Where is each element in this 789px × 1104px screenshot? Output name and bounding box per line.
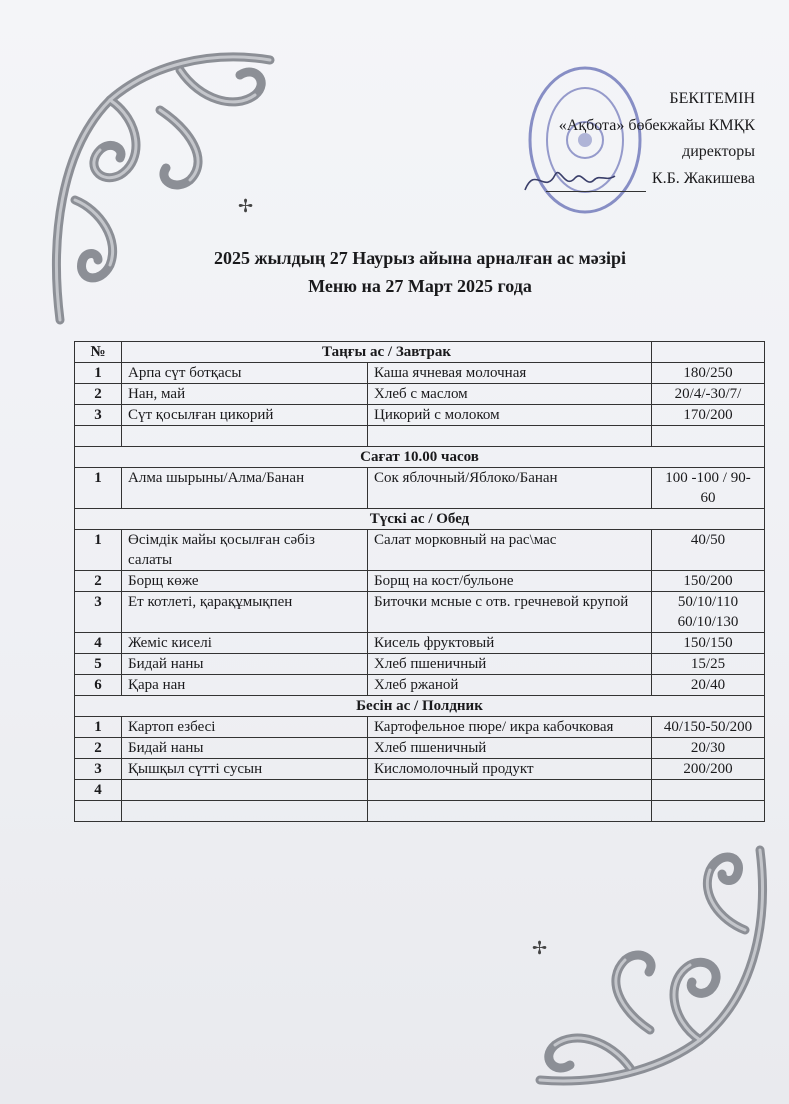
portion-amount: 150/150 (652, 633, 765, 654)
portion-amount (652, 780, 765, 801)
table-row (75, 592, 765, 633)
page-title (80, 244, 760, 300)
dish-name-kz: Сүт қосылған цикорий (122, 405, 368, 426)
item-number: 4 (75, 633, 122, 654)
menu-table (74, 341, 765, 822)
dish-name-kz: Өсімдік майы қосылған сәбіз салаты (122, 530, 368, 571)
item-number: 4 (75, 780, 122, 801)
table-row (75, 468, 765, 509)
dish-name-kz: Бидай наны (122, 654, 368, 675)
portion-amount: 40/150-50/200 (652, 717, 765, 738)
item-number: 5 (75, 654, 122, 675)
portion-amount: 20/30 (652, 738, 765, 759)
table-row (75, 780, 765, 801)
dish-name-kz: Жеміс киселі (122, 633, 368, 654)
item-number: 2 (75, 384, 122, 405)
item-number: 6 (75, 675, 122, 696)
item-number: 1 (75, 468, 122, 509)
snack-section-title: Сағат 10.00 часов (75, 447, 765, 468)
portion-amount: 100 -100 / 90-60 (652, 468, 765, 509)
snack-section-row (75, 447, 765, 468)
title-russian: Меню на 27 Март 2025 года (308, 276, 532, 296)
dish-name-kz: Нан, май (122, 384, 368, 405)
decorative-cross-icon: ✢ (238, 196, 254, 216)
item-number: 3 (75, 405, 122, 426)
portion-amount: 20/40 (652, 675, 765, 696)
table-row (75, 675, 765, 696)
table-row (75, 717, 765, 738)
table-row (75, 759, 765, 780)
number-column-header: № (75, 342, 122, 363)
table-row (75, 633, 765, 654)
item-number: 1 (75, 717, 122, 738)
item-number: 1 (75, 530, 122, 571)
dish-name-ru: Цикорий с молоком (368, 405, 652, 426)
lunch-section-row (75, 509, 765, 530)
portion-amount: 170/200 (652, 405, 765, 426)
portion-amount: 150/200 (652, 571, 765, 592)
dish-name-ru: Биточки мсные с отв. гречневой крупой (368, 592, 652, 633)
table-row (75, 738, 765, 759)
dish-name-kz: Борщ көже (122, 571, 368, 592)
empty-row (75, 801, 765, 822)
signature-underline (546, 191, 646, 192)
approval-signatory (505, 166, 755, 193)
portion-amount: 15/25 (652, 654, 765, 675)
item-number: 2 (75, 571, 122, 592)
dish-name-ru: Кисель фруктовый (368, 633, 652, 654)
afternoon-section-row (75, 696, 765, 717)
table-header-row (75, 342, 765, 363)
portion-amount: 200/200 (652, 759, 765, 780)
dish-name-ru: Сок яблочный/Яблоко/Банан (368, 468, 652, 509)
signatory-name: К.Б. Жакишева (651, 169, 755, 187)
dish-name-kz (122, 780, 368, 801)
dish-name-kz: Қара нан (122, 675, 368, 696)
dish-name-kz: Алма шырыны/Алма/Банан (122, 468, 368, 509)
portion-amount: 40/50 (652, 530, 765, 571)
dish-name-ru: Хлеб пшеничный (368, 738, 652, 759)
title-kazakh: 2025 жылдың 27 Наурыз айына арналған ас мәзірі (213, 248, 627, 268)
corner-ornament-bottom-right-icon (530, 840, 780, 1100)
dish-name-ru: Борщ на кост/бульоне (368, 571, 652, 592)
dish-name-kz: Қышқыл сүтті сусын (122, 759, 368, 780)
decorative-cross-icon: ✢ (532, 938, 548, 958)
portion-amount: 20/4/-30/7/ (652, 384, 765, 405)
dish-name-kz: Ет котлеті, қарақұмықпен (122, 592, 368, 633)
approval-organization: «Ақбота» бөбекжайы КМҚК (558, 116, 755, 134)
table-row (75, 530, 765, 571)
afternoon-section-title: Бесін ас / Полдник (75, 696, 765, 717)
lunch-section-title: Түскі ас / Обед (75, 509, 765, 530)
dish-name-ru: Салат морковный на рас\мас (368, 530, 652, 571)
dish-name-kz: Бидай наны (122, 738, 368, 759)
table-row (75, 654, 765, 675)
table-row (75, 384, 765, 405)
dish-name-ru: Каша ячневая молочная (368, 363, 652, 384)
table-row (75, 571, 765, 592)
dish-name-ru (368, 780, 652, 801)
dish-name-ru: Хлеб ржаной (368, 675, 652, 696)
dish-name-kz: Картоп езбесі (122, 717, 368, 738)
dish-name-ru: Хлеб пшеничный (368, 654, 652, 675)
table-row (75, 405, 765, 426)
dish-name-ru: Кисломолочный продукт (368, 759, 652, 780)
portion-amount: 50/10/110 60/10/130 (652, 592, 765, 633)
item-number: 2 (75, 738, 122, 759)
approval-heading: БЕКІТЕМІН (669, 90, 755, 107)
table-row (75, 363, 765, 384)
dish-name-ru: Картофельное пюре/ икра кабочковая (368, 717, 652, 738)
approval-position: директоры (682, 143, 755, 160)
approval-block (505, 86, 755, 192)
empty-row (75, 426, 765, 447)
dish-name-kz: Арпа сүт ботқасы (122, 363, 368, 384)
item-number: 3 (75, 592, 122, 633)
item-number: 1 (75, 363, 122, 384)
breakfast-section-title: Таңғы ас / Завтрак (122, 342, 652, 363)
item-number: 3 (75, 759, 122, 780)
dish-name-ru: Хлеб с маслом (368, 384, 652, 405)
portion-amount: 180/250 (652, 363, 765, 384)
